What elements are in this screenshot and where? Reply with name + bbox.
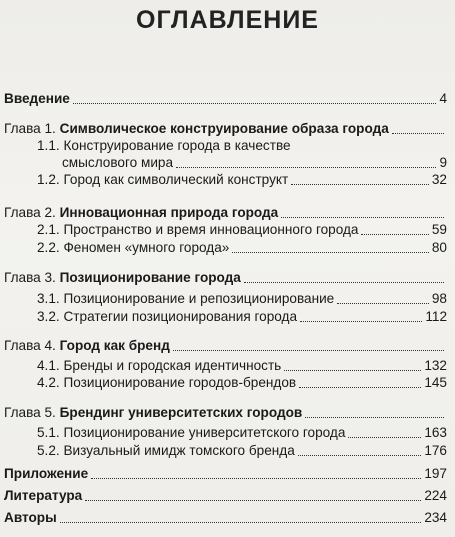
toc-entry-label: Введение	[4, 91, 70, 106]
leader-dots	[176, 166, 436, 168]
toc-entry-label: Приложение	[4, 466, 89, 481]
chapter-prefix: Глава 4.	[4, 338, 56, 353]
toc-page-number: 224	[424, 488, 447, 503]
section-label: Пространство и время инновационного города	[63, 222, 359, 237]
toc-entry-intro[interactable]	[4, 91, 447, 107]
toc-page-number: 112	[425, 309, 447, 324]
leader-dots	[173, 349, 444, 351]
section-entry	[37, 240, 229, 256]
section-label: Город как символический конструкт	[63, 172, 289, 187]
section-number: 3.2.	[37, 309, 60, 324]
chapter-prefix: Глава 1.	[4, 121, 56, 136]
toc-entry-appendix[interactable]	[4, 466, 447, 482]
section-number: 4.1.	[37, 358, 60, 373]
chapter-title: Брендинг университетских городов	[59, 405, 303, 420]
section-entry	[37, 358, 281, 374]
section-entry	[37, 375, 296, 391]
toc-chapter-2[interactable]	[4, 205, 447, 221]
page-title: ОГЛАВЛЕНИЕ	[136, 6, 319, 34]
section-label-cont: смыслового мира	[62, 155, 174, 170]
chapter-heading	[4, 270, 241, 286]
toc-section-2-1[interactable]	[37, 222, 447, 238]
section-entry	[37, 172, 288, 188]
toc-page-number: 132	[424, 358, 447, 373]
toc-page-number: 98	[431, 291, 447, 306]
section-number: 5.1.	[37, 425, 60, 440]
toc-section-5-2[interactable]	[37, 443, 447, 459]
chapter-heading	[4, 338, 170, 354]
toc-page-number: 234	[424, 510, 447, 525]
toc-section-4-2[interactable]	[37, 375, 447, 391]
section-label: Конструирование города в качестве	[63, 138, 291, 153]
toc-section-1-1-line1[interactable]	[37, 138, 291, 154]
toc-chapter-1[interactable]	[4, 121, 447, 137]
section-label: Феномен «умного города»	[63, 240, 230, 255]
section-entry	[37, 222, 358, 238]
leader-dots	[60, 521, 422, 523]
chapter-title: Город как бренд	[59, 338, 170, 353]
leader-dots	[284, 369, 421, 371]
section-label: Позиционирование и репозиционирование	[63, 291, 335, 306]
section-number: 2.1.	[37, 222, 60, 237]
chapter-title: Инновационная природа города	[59, 205, 279, 220]
chapter-heading	[4, 205, 278, 221]
section-label: Визуальный имидж томского бренда	[63, 443, 295, 458]
toc-page-number: 4	[439, 91, 447, 106]
section-label: Бренды и городская идентичность	[63, 358, 282, 373]
toc-page-number: 176	[424, 443, 447, 458]
toc-page-number: 32	[431, 172, 447, 187]
section-entry	[37, 309, 297, 325]
chapter-prefix: Глава 3.	[4, 270, 56, 285]
toc-page-number: 80	[431, 240, 447, 255]
section-label: Позиционирование университетского города	[63, 425, 346, 440]
toc-section-4-1[interactable]	[37, 358, 447, 374]
leader-dots	[305, 416, 444, 418]
toc-entry-authors[interactable]	[4, 510, 447, 526]
chapter-prefix: Глава 5.	[4, 405, 56, 420]
toc-chapter-3[interactable]	[4, 270, 447, 286]
toc-entry-literature[interactable]	[4, 488, 447, 504]
leader-dots	[337, 302, 429, 304]
leader-dots	[348, 436, 421, 438]
chapter-prefix: Глава 2.	[4, 205, 56, 220]
section-label: Стратегии позиционирования города	[63, 309, 298, 324]
toc-chapter-4[interactable]	[4, 338, 447, 354]
leader-dots	[291, 183, 429, 185]
toc-entry-label: Авторы	[4, 510, 57, 525]
toc-section-3-2[interactable]	[37, 309, 447, 325]
section-entry	[37, 291, 334, 307]
toc-section-1-2[interactable]	[37, 172, 447, 188]
section-entry	[37, 425, 345, 441]
toc-page-number: 59	[431, 222, 447, 237]
leader-dots	[392, 132, 444, 134]
chapter-title: Символическое конструирование образа города	[59, 121, 389, 136]
section-number: 4.2.	[37, 375, 60, 390]
section-label: Позиционирование городов-брендов	[63, 375, 297, 390]
leader-dots	[298, 454, 422, 456]
toc-section-1-1[interactable]	[62, 155, 447, 171]
toc-section-2-2[interactable]	[37, 240, 447, 256]
leader-dots	[281, 216, 444, 218]
section-entry	[37, 443, 295, 459]
chapter-title: Позиционирование города	[59, 270, 241, 285]
leader-dots	[73, 102, 437, 104]
toc-section-5-1[interactable]	[37, 425, 447, 441]
leader-dots	[91, 477, 421, 479]
section-number: 5.2.	[37, 443, 60, 458]
leader-dots	[85, 499, 421, 501]
section-number: 2.2.	[37, 240, 60, 255]
toc-chapter-5[interactable]	[4, 405, 447, 421]
section-number: 1.2.	[37, 172, 60, 187]
toc-page-number: 9	[439, 155, 447, 170]
section-number: 3.1.	[37, 291, 60, 306]
leader-dots	[300, 320, 422, 322]
toc-page-number: 197	[424, 466, 447, 481]
leader-dots	[232, 251, 429, 253]
leader-dots	[361, 233, 428, 235]
chapter-heading	[4, 405, 302, 421]
leader-dots	[244, 281, 444, 283]
leader-dots	[299, 386, 421, 388]
toc-page-number: 145	[424, 375, 447, 390]
toc-page-number: 163	[424, 425, 447, 440]
chapter-heading	[4, 121, 389, 137]
toc-entry-label: Литература	[4, 488, 83, 503]
section-number: 1.1.	[37, 138, 60, 153]
toc-section-3-1[interactable]	[37, 291, 447, 307]
